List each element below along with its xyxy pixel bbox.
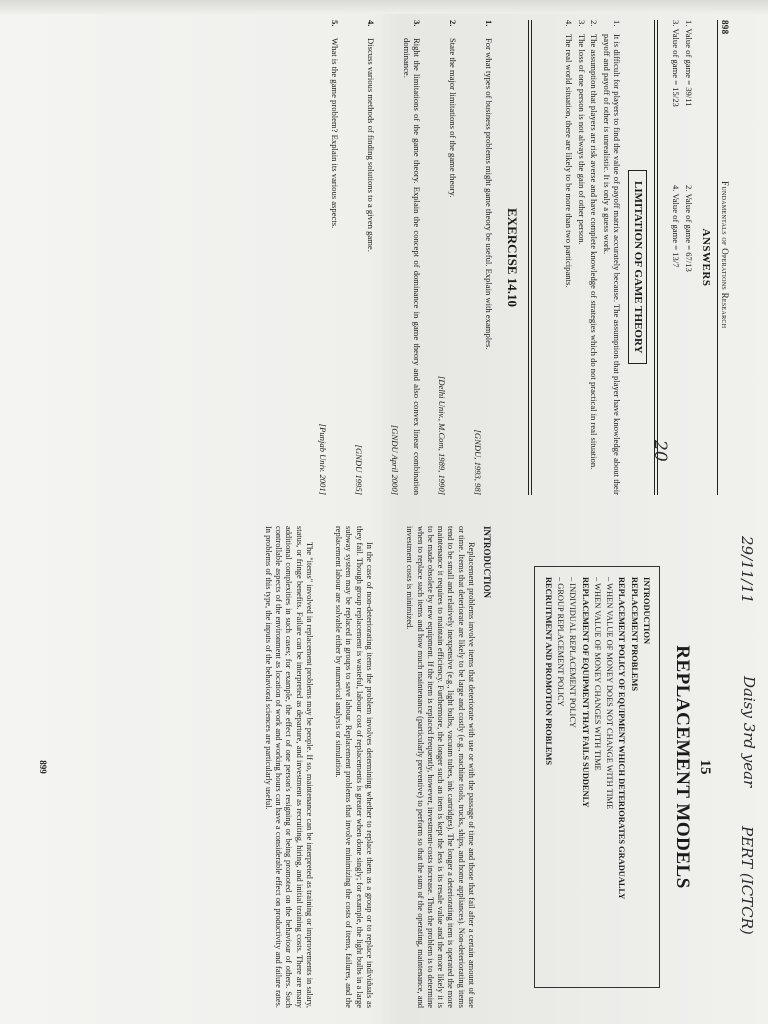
answer-item: 1. Value of game = 39/11: [684, 20, 694, 107]
page-number: 898: [720, 20, 730, 35]
section-rule: [657, 20, 658, 495]
chapter-number: 15: [697, 759, 713, 775]
handwritten-note: Daisy 3rd year: [740, 676, 758, 788]
list-item: 5. What is the game problem? Explain its various aspects. [Punjab Univ. 2001]: [318, 20, 340, 495]
section-rule: [528, 20, 529, 495]
toc-item: REPLACEMENT OF EQUIPMENT THAT FAILS SUDDENLY: [580, 577, 590, 808]
section-heading: INTRODUCTION: [482, 526, 492, 599]
right-page: [0, 512, 768, 1024]
list-item: 2. State the major limitations of the game theory. [Delhi Univ., M.Com, 1989, 1990]: [436, 20, 459, 495]
header-rule: [717, 20, 718, 495]
toc-item: – GROUP REPLACEMENT POLICY: [556, 577, 566, 707]
answers-list: [670, 20, 694, 350]
running-head: [719, 20, 730, 495]
section-rule: [531, 20, 532, 495]
exercise-heading: EXERCISE 14.10: [505, 208, 520, 307]
list-item: 3. The loss of one person is not always the gain of other person.: [576, 20, 587, 245]
toc-item: INTRODUCTION: [642, 577, 651, 645]
chapter-title: REPLACEMENT MODELS: [672, 645, 693, 889]
answer-item: 4. Value of game = 13/7: [670, 185, 681, 268]
limitations-list: [562, 20, 622, 495]
body-paragraph: The "items" involved in replacement problems may be people. If so, maintenance can be interpreted as training or improvements in salary, status, or fringe benefits. Failure can be interpreted as departure, and investment as recruiting, hiring, and initial training costs. There are many additional complexities in such cases; for example, the effect of one person's resigning or being promoted on the behaviour of others. Such controllable aspects of the environment as location of work and working hours can have a considerable effect on productivity and failure rates. In problems of this type, the inputs of the behavioral sciences are particularly useful.: [264, 526, 314, 1008]
list-item: 1. It is difficult for players to find the value of payoff matrix accurately because. The assumption that player have knowledge about their payoff and payoff of other is unrealistic. It is only a guess work.: [601, 20, 622, 495]
toc-item: – WHEN VALUE OF MONEY CHANGES WITH TIME: [593, 577, 602, 771]
list-item: 4. Discuss various methods of finding solutions to a given game. [GNDU 1995]: [354, 20, 376, 495]
toc-item: RECRUITMENT AND PROMOTION PROBLEMS: [544, 577, 553, 766]
list-item: 2. The assumption that players are risk averse and have complete knowledge of strategies which do not practical in real situation.: [589, 20, 600, 470]
answers-heading: ANSWERS: [700, 228, 712, 287]
list-item: 1. For what types of business problems might game theory be useful. Explain with examples. [GNDU, 1993, 98]: [472, 20, 494, 495]
chapter-contents-box: [534, 566, 660, 988]
handwritten-score: 20: [650, 440, 670, 462]
toc-item: – INDIVIDUAL REPLACEMENT POLICY: [568, 577, 578, 728]
list-item: 3. Right the limitations of the game theory. Explain the concept of dominance in game theory and also convex linear combination dominance. [GNDU April 2000]: [390, 20, 423, 495]
limitation-heading: LIMITATION OF GAME THEORY: [628, 170, 647, 364]
handwritten-date: 29/11/11: [738, 536, 756, 604]
running-head-title: Fundamentals of Operations Research: [720, 181, 730, 329]
toc-item: REPLACEMENT POLICY OF EQUIPMENT WHICH DETERIORATES GRADUALLY: [617, 577, 627, 900]
section-rule: [654, 20, 655, 495]
page-number: 899: [38, 760, 48, 774]
toc-item: REPLACEMENT PROBLEMS: [629, 577, 639, 692]
toc-item: – WHEN VALUE OF MONEY DOES NOT CHANGE WITH TIME: [605, 577, 615, 810]
answer-item: 3. Value of game = 15/23: [670, 20, 681, 107]
answer-item: 2. Value of game = 67/13: [684, 185, 694, 272]
exercise-list: [304, 20, 494, 495]
list-item: 4. The real world situation, there are likely to be more than two participants.: [564, 20, 575, 288]
handwritten-note: PERT (ICTCR): [738, 826, 756, 935]
body-paragraph: In the case of non-deteriorating items the problem involves determining whether to replace them as a group or to replace individuals as they fail. Though group replacement is wasteful, labour cost of replacements is greater when done singly; for example, the light bulbs in a large subway system may be replaced in groups to save labour. Replacement problems that involve minimizing the costs of items, failures, and the replacement labour are solvable either by numerical analysis or simulation.: [334, 526, 374, 1008]
body-paragraph: Replacement problems involve items that deteriorate with use or with the passage of time and those that fail after a certain amount of use or time. Items that deteriorate are likely to be large and costly (e.g., machine tools, trucks, ships, and home appliances). Non-deteriorating items tend to be small and relatively inexpensive (e.g., light bulbs, vacuum tubes, ink cartridges). The longer a deteriorating item is operated the more maintenance it requires to maintain efficiency. Furthermore, the longer such an item is kept the less is its resale value and the more likely it is to be made obsolete by new equipment. If the item is replaced frequently, however, investment-costs increase. Thus the problem is to determine when to replace such items and how much maintenance (particularly preventive) to perform so that the sum of the operating, maintenance, and investment costs is minimized.: [405, 526, 476, 1008]
